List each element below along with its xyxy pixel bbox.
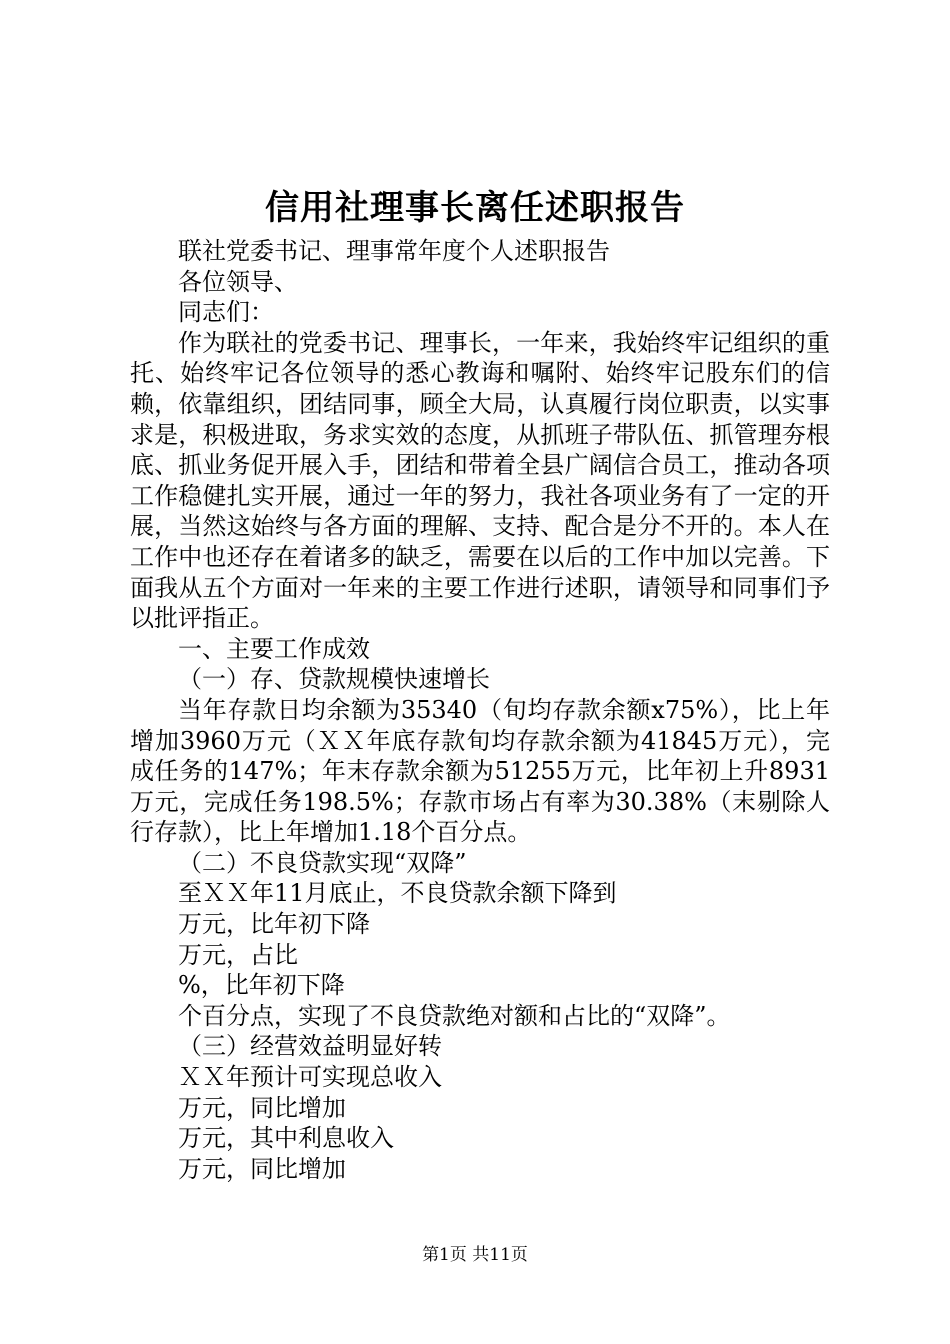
salutation-line: 同志们： (178, 298, 274, 327)
body-line: 万元，占比 (178, 940, 298, 969)
body-line: 个百分点，实现了不良贷款绝对额和占比的“双降”。 (178, 1001, 731, 1030)
document-body (130, 236, 830, 1184)
body-line: ＸＸ年预计可实现总收入 (178, 1063, 442, 1092)
body-line: 万元，同比增加 (178, 1093, 346, 1122)
page-footer: 第1页 共11页 (422, 1245, 528, 1265)
section-heading: 一、主要工作成效 (178, 634, 370, 663)
subtitle-line: 联社党委书记、理事常年度个人述职报告 (178, 237, 610, 265)
subsection-heading: （二）不良贷款实现“双降” (178, 848, 467, 877)
document-title: 信用社理事长离任述职报告 (265, 188, 685, 228)
body-paragraph: 当年存款日均余额为35340（旬均存款余额x75%），比上年增加3960万元（ＸＸ年底存款旬均存款余额为41845万元），完成任务的147%；年末存款余额为51255万元，比年初上升8931万元，完成任务198.5%；存款市场占有率为30.38%（末剔除人行存款），比上年增加1.18个百分点。 (130, 695, 830, 847)
body-line: 万元，比年初下降 (178, 910, 370, 939)
body-paragraph: 作为联社的党委书记、理事长，一年来，我始终牢记组织的重托、始终牢记各位领导的悉心教诲和嘱附、始终牢记股东们的信赖，依靠组织，团结同事，顾全大局，认真履行岗位职责，以实事求是，积极进取，务求实效的态度，从抓班子带队伍、抓管理夯根底、抓业务促开展入手，团结和带着全县广阔信合员工，推动各项工作稳健扎实开展，通过一年的努力，我社各项业务有了一定的开展，当然这始终与各方面的理解、支持、配合是分不开的。本人在工作中也还存在着诸多的缺乏，需要在以后的工作中加以完善。下面我从五个方面对一年来的主要工作进行述职，请领导和同事们予以批评指正。 (130, 328, 830, 633)
body-line: 至ＸＸ年11月底止，不良贷款余额下降到 (178, 879, 617, 908)
body-line: %，比年初下降 (178, 971, 345, 1000)
body-line: 万元，其中利息收入 (178, 1124, 394, 1153)
subsection-heading: （一）存、贷款规模快速增长 (178, 665, 490, 694)
salutation-line: 各位领导、 (178, 267, 298, 296)
body-line: 万元，同比增加 (178, 1154, 346, 1183)
subsection-heading: （三）经营效益明显好转 (178, 1032, 442, 1061)
